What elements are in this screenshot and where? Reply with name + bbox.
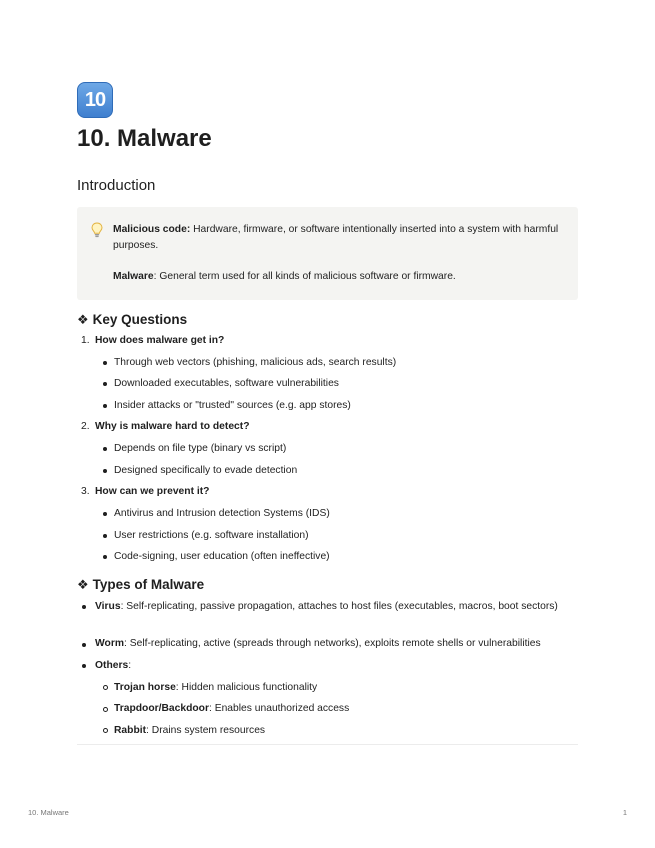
keycap-ten-icon [77, 82, 113, 118]
callout-term-malware: Malware [113, 271, 154, 282]
question-number: 2. [81, 421, 90, 432]
callout-paragraph-malicious-code [113, 222, 559, 253]
bullet-dot-icon [82, 643, 86, 647]
bullet-dot-icon [103, 382, 107, 386]
other-type-term: Trapdoor/Backdoor [114, 703, 209, 714]
question-text: How can we prevent it? [95, 486, 210, 497]
types-of-malware-title: Types of Malware [92, 577, 205, 592]
key-questions-heading [77, 311, 187, 329]
callout-term-malicious-code: Malicious code: [113, 224, 191, 235]
type-term-worm: Worm [95, 638, 124, 649]
footer-page-number: 1 [622, 808, 627, 817]
bullet-dot-icon [82, 664, 86, 668]
question-number: 3. [81, 486, 90, 497]
callout-definition-malware: : General term used for all kinds of malicious software or firmware. [153, 271, 456, 282]
other-type-description: : Enables unauthorized access [208, 703, 350, 714]
type-term-virus: Virus [95, 601, 121, 612]
question-text: How does malware get in? [95, 335, 225, 346]
lightbulb-icon [91, 222, 103, 238]
bullet-dot-icon [103, 447, 107, 451]
callout-definition-malicious-code: Hardware, firmware, or software intentionally inserted into a system with harmful purposes. [113, 224, 559, 251]
type-item-virus [95, 600, 565, 614]
bullet-dot-icon [82, 605, 86, 609]
footer-document-title: 10. Malware [28, 808, 69, 817]
page-title: 10. Malware [77, 125, 212, 152]
other-type-description: : Drains system resources [146, 725, 266, 736]
other-type-item [114, 681, 317, 695]
answer-bullet: User restrictions (e.g. software installation) [114, 530, 309, 541]
bullet-dot-icon [103, 555, 107, 559]
type-term-others: Others [95, 660, 129, 671]
introduction-callout [77, 207, 578, 300]
answer-bullet: Insider attacks or "trusted" sources (e.g. app stores) [114, 400, 351, 411]
type-item-others [95, 659, 131, 673]
other-type-item [114, 724, 265, 738]
bullet-circle-icon [103, 728, 108, 733]
bullet-circle-icon [103, 707, 108, 712]
answer-bullet: Antivirus and Intrusion detection Systems (IDS) [114, 508, 330, 519]
keycap-ten-label: 10 [84, 88, 106, 111]
key-questions-title: Key Questions [92, 312, 188, 327]
bullet-dot-icon [103, 404, 107, 408]
type-description-worm: : Self-replicating, active (spreads through networks), exploits remote shells or vulnerabilities [124, 638, 541, 649]
bullet-dot-icon [103, 469, 107, 473]
type-others-colon: : [128, 660, 132, 671]
answer-bullet: Downloaded executables, software vulnerabilities [114, 378, 339, 389]
bullet-dot-icon [103, 361, 107, 365]
answer-bullet: Code-signing, user education (often ineffective) [114, 551, 330, 562]
other-type-term: Rabbit [114, 725, 147, 736]
introduction-heading: Introduction [77, 177, 156, 194]
answer-bullet: Depends on file type (binary vs script) [114, 443, 287, 454]
question-number: 1. [81, 335, 90, 346]
other-type-item [114, 702, 349, 716]
type-item-worm [95, 637, 541, 651]
other-type-term: Trojan horse [114, 682, 176, 693]
bullet-dot-icon [103, 512, 107, 516]
type-description-virus: : Self-replicating, passive propagation, attaches to host files (executables, macros, boot sectors) [120, 601, 558, 612]
callout-paragraph-malware [113, 269, 559, 285]
types-of-malware-heading [77, 576, 204, 594]
answer-bullet: Designed specifically to evade detection [114, 465, 298, 476]
bullet-dot-icon [103, 534, 107, 538]
four-diamond-icon: ❖ [77, 312, 89, 327]
answer-bullet: Through web vectors (phishing, malicious ads, search results) [114, 357, 397, 368]
question-text: Why is malware hard to detect? [95, 421, 250, 432]
section-divider [77, 744, 578, 745]
bullet-circle-icon [103, 685, 108, 690]
four-diamond-icon: ❖ [77, 577, 89, 592]
other-type-description: : Hidden malicious functionality [175, 682, 318, 693]
